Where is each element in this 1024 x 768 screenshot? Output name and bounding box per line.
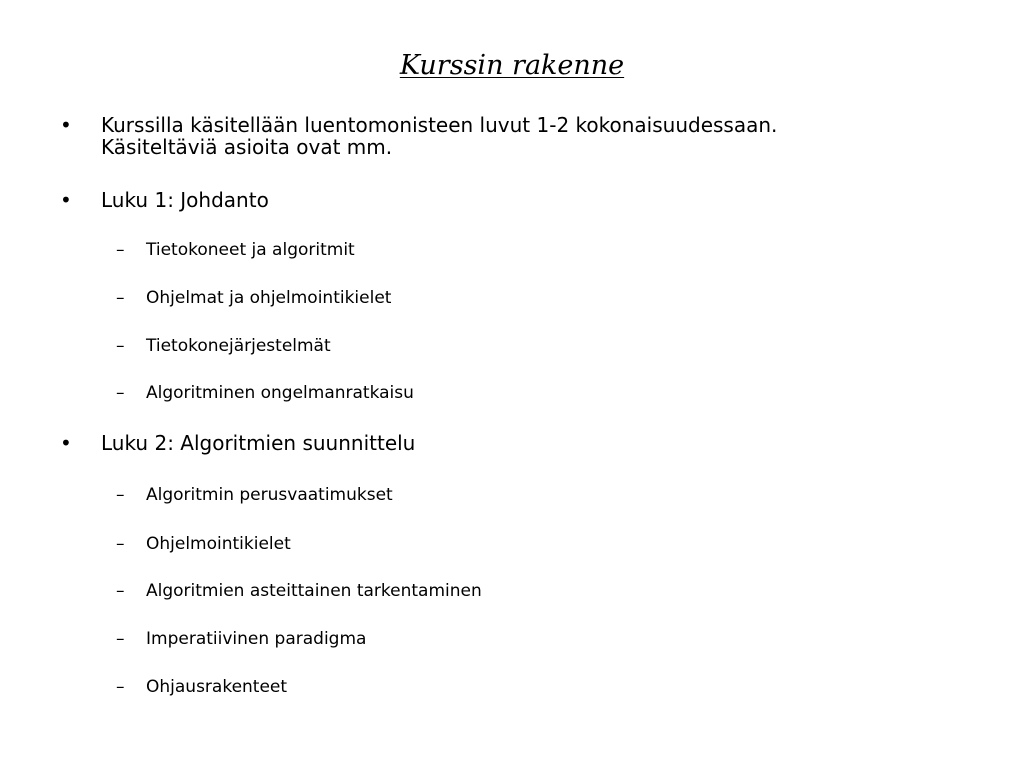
chapter-2-item: Ohjelmointikielet bbox=[146, 534, 291, 554]
chapter-1-item: Ohjelmat ja ohjelmointikielet bbox=[146, 288, 392, 308]
dash-icon: – bbox=[116, 383, 125, 403]
chapter-1-title: Luku 1: Johdanto bbox=[101, 188, 269, 212]
chapter-2-item: Imperatiivinen paradigma bbox=[146, 629, 367, 649]
dash-icon: – bbox=[116, 629, 125, 649]
chapter-2-item: Algoritmin perusvaatimukset bbox=[146, 485, 393, 505]
intro-line-1: Kurssilla käsitellään luentomonisteen luvut 1-2 kokonaisuudessaan. bbox=[101, 113, 778, 137]
bullet-icon: • bbox=[60, 431, 72, 455]
chapter-2-title: Luku 2: Algoritmien suunnittelu bbox=[101, 431, 416, 455]
chapter-2-item: Algoritmien asteittainen tarkentaminen bbox=[146, 581, 482, 601]
dash-icon: – bbox=[116, 336, 125, 356]
bullet-icon: • bbox=[60, 113, 72, 137]
dash-icon: – bbox=[116, 240, 125, 260]
chapter-1-item: Tietokoneet ja algoritmit bbox=[146, 240, 355, 260]
dash-icon: – bbox=[116, 534, 125, 554]
dash-icon: – bbox=[116, 288, 125, 308]
intro-bullet-text bbox=[101, 114, 981, 158]
chapter-2-item: Ohjausrakenteet bbox=[146, 677, 288, 697]
bullet-icon: • bbox=[60, 188, 72, 212]
chapter-1-item: Tietokonejärjestelmät bbox=[146, 336, 331, 356]
chapter-1-item: Algoritminen ongelmanratkaisu bbox=[146, 383, 414, 403]
intro-line-2: Käsiteltäviä asioita ovat mm. bbox=[101, 135, 393, 159]
dash-icon: – bbox=[116, 485, 125, 505]
slide-title: Kurssin rakenne bbox=[399, 50, 625, 81]
dash-icon: – bbox=[116, 677, 125, 697]
dash-icon: – bbox=[116, 581, 125, 601]
